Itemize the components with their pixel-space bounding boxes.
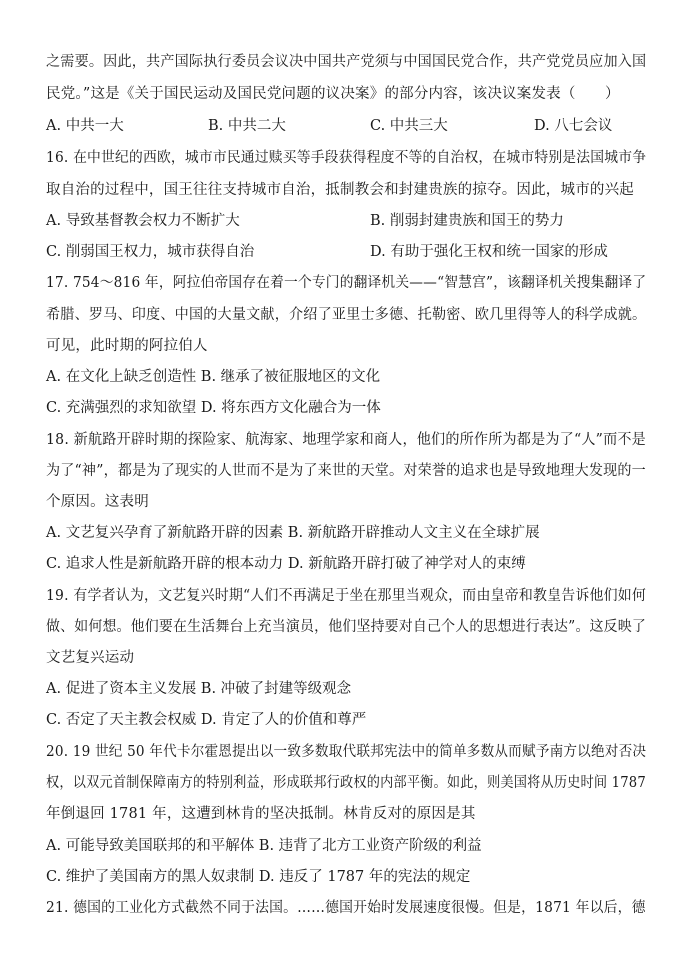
- q20-stem-line-3: 年倒退回 1781 年，这遭到林肯的坚决抵制。林肯反对的原因是其: [46, 806, 476, 822]
- q15-option-d: D. 八七会议: [534, 118, 613, 134]
- q17-stem-line-1: 17. 754～816 年，阿拉伯帝国存在着一个专门的翻译机关——“智慧宫”，该翻译机关搜集翻译了: [46, 275, 647, 291]
- q20-stem-line-1: 20. 19 世纪 50 年代卡尔霍恩提出以一致多数取代联邦宪法中的简单多数从而赋予南方以绝对否决: [46, 744, 647, 760]
- q17-options-line-2: C. 充满强烈的求知欲望 D. 将东西方文化融合为一体: [46, 400, 381, 416]
- q19-stem-line-1: 19. 有学者认为，文艺复兴时期“人们不再满足于坐在那里当观众，而由皇帝和教皇告诉他们如何: [46, 588, 647, 604]
- q19-options-line-1: A. 促进了资本主义发展 B. 冲破了封建等级观念: [46, 681, 352, 697]
- q16-option-c: C. 削弱国王权力，城市获得自治: [46, 244, 255, 260]
- q15-stem-line-2: 民党。”这是《关于国民运动及国民党问题的议决案》的部分内容，该决议案发表（ ）: [46, 86, 620, 102]
- q15-option-b: B. 中共二大: [208, 118, 286, 134]
- q20-options-line-2: C. 维护了美国南方的黑人奴隶制 D. 违反了 1787 年的宪法的规定: [46, 869, 471, 885]
- q16-option-a: A. 导致基督教会权力不断扩大: [46, 213, 240, 229]
- q19-stem-line-2: 做、如何想。他们要在生活舞台上充当演员，他们坚持要对自己个人的思想进行表达”。这反映了: [46, 619, 647, 635]
- q15-stem-line-1: 之需要。因此，共产国际执行委员会议决中国共产党须与中国国民党合作，共产党党员应加入国: [46, 54, 647, 70]
- q16-option-d: D. 有助于强化王权和统一国家的形成: [370, 244, 608, 260]
- q17-options-line-1: A. 在文化上缺乏创造性 B. 继承了被征服地区的文化: [46, 369, 381, 385]
- q16-option-b: B. 削弱封建贵族和国王的势力: [370, 213, 564, 229]
- q18-stem-line-3: 个原因。这表明: [46, 494, 149, 510]
- q18-stem-line-2: 为了“神”，都是为了现实的人世而不是为了来世的天堂。对荣誉的追求也是导致地理大发现的一: [46, 463, 646, 479]
- q20-stem-line-2: 权，以双元首制保障南方的特别利益，形成联邦行政权的内部平衡。如此，则美国将从历史时间 1787: [46, 775, 646, 791]
- q19-stem-line-3: 文艺复兴运动: [46, 650, 135, 666]
- q19-options-line-2: C. 否定了天主教会权威 D. 肯定了人的价值和尊严: [46, 712, 367, 728]
- q16-stem-line-1: 16. 在中世纪的西欧，城市市民通过赎买等手段获得程度不等的自治权，在城市特别是法国城市争: [46, 150, 647, 166]
- q17-stem-line-3: 可见，此时期的阿拉伯人: [46, 338, 208, 354]
- q16-stem-line-2: 取自治的过程中，国王往往支持城市自治，抵制教会和封建贵族的掠夺。因此，城市的兴起: [46, 182, 634, 198]
- q18-options-line-2: C. 追求人性是新航路开辟的根本动力 D. 新航路开辟打破了神学对人的束缚: [46, 556, 526, 572]
- q15-option-c: C. 中共三大: [370, 118, 448, 134]
- q21-stem-line-1: 21. 德国的工业化方式截然不同于法国。……德国开始时发展速度很慢。但是，1871 年以后，德: [46, 900, 646, 916]
- q20-options-line-1: A. 可能导致美国联邦的和平解体 B. 违背了北方工业资产阶级的利益: [46, 838, 482, 854]
- q15-option-a: A. 中共一大: [46, 118, 124, 134]
- q17-stem-line-2: 希腊、罗马、印度、中国的大量文献，介绍了亚里士多德、托勒密、欧几里得等人的科学成就。: [46, 307, 647, 323]
- q18-options-line-1: A. 文艺复兴孕育了新航路开辟的因素 B. 新航路开辟推动人文主义在全球扩展: [46, 525, 540, 541]
- q18-stem-line-1: 18. 新航路开辟时期的探险家、航海家、地理学家和商人，他们的所作所为都是为了“人”而不是: [46, 432, 646, 448]
